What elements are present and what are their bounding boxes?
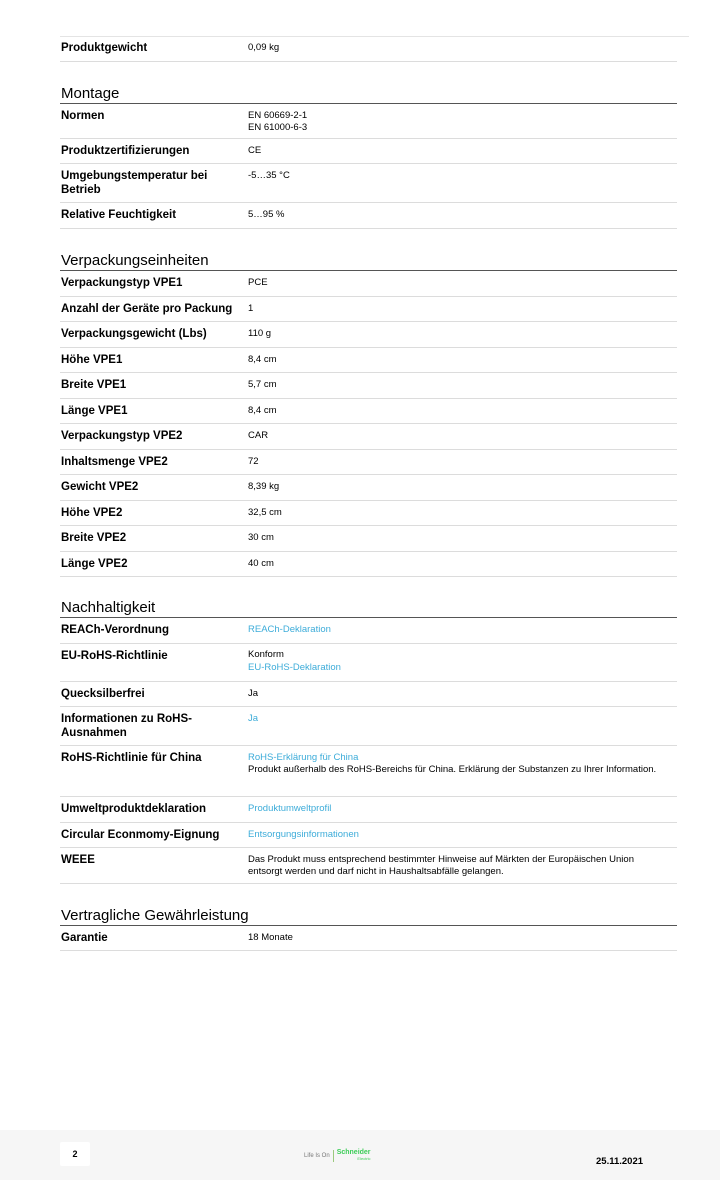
spec-value: -5…35 °C	[248, 170, 290, 181]
spec-label: WEEE	[61, 854, 95, 866]
logo-separator	[333, 1150, 334, 1162]
spec-label: Breite VPE2	[61, 532, 127, 544]
spec-label: Länge VPE1	[61, 404, 128, 417]
spec-label: REACh-Verordnung	[61, 624, 169, 636]
disposal-information-link[interactable]: Entsorgungsinformationen	[248, 829, 359, 840]
spec-value: EN 60669-2-1 EN 61000-6-3	[248, 110, 308, 133]
spec-label: Normen	[61, 110, 105, 122]
spec-label: Umweltproduktdeklaration	[61, 803, 207, 815]
spec-label: Verpackungstyp VPE1	[61, 277, 183, 289]
spec-label: Umgebungstemperatur bei Betrieb	[61, 170, 208, 196]
reach-declaration-link[interactable]: REACh-Deklaration	[248, 624, 331, 635]
spec-row-packaging	[60, 373, 677, 399]
spec-label: Garantie	[61, 932, 108, 944]
spec-value: 72	[248, 455, 259, 467]
spec-row-packaging	[60, 526, 677, 552]
spec-value: 5…95 %	[248, 209, 285, 220]
spec-value: CE	[248, 145, 262, 156]
spec-value: Das Produkt muss entsprechend bestimmter Hinweise auf Märkten der Europäischen Union entsorgt werden und darf nicht in Haushaltsabfälle gelangen.	[248, 854, 634, 877]
spec-row-relative-feuchtigkeit	[60, 203, 677, 229]
spec-label: Produktgewicht	[61, 42, 148, 54]
spec-label: Inhaltsmenge VPE2	[61, 455, 168, 468]
spec-row-rohs-china	[60, 746, 677, 797]
spec-row-rohs-ausnahmen	[60, 707, 677, 746]
spec-row-packaging	[60, 450, 677, 476]
spec-row-packaging	[60, 322, 677, 348]
section-title: Nachhaltigkeit	[61, 599, 156, 616]
spec-label: Produktzertifizierungen	[61, 145, 190, 157]
spec-value: 40 cm	[248, 557, 274, 569]
spec-label: Breite VPE1	[61, 379, 127, 391]
spec-value: Konform	[248, 649, 284, 660]
spec-value: 18 Monate	[248, 932, 293, 943]
spec-row-weee	[60, 848, 677, 884]
spec-row-produktgewicht	[60, 37, 677, 62]
spec-value: 5,7 cm	[248, 379, 277, 390]
spec-row-packaging	[60, 297, 677, 323]
product-environmental-profile-link[interactable]: Produktumweltprofil	[248, 803, 332, 814]
spec-value: 8,39 kg	[248, 481, 280, 492]
rohs-exemptions-link[interactable]: Ja	[248, 713, 259, 724]
spec-row-eu-rohs	[60, 644, 677, 682]
spec-label: Höhe VPE1	[61, 353, 123, 366]
print-date: 25.11.2021	[596, 1156, 644, 1167]
spec-row-reach	[60, 618, 677, 644]
section-nachhaltigkeit	[60, 594, 677, 618]
spec-row-packaging	[60, 475, 677, 501]
spec-row-circular-economy	[60, 823, 677, 848]
spec-value: 8,4 cm	[248, 353, 277, 365]
spec-label: Anzahl der Geräte pro Packung	[61, 302, 233, 315]
spec-value: Produkt außerhalb des RoHS-Bereichs für China. Erklärung der Substanzen zu Ihrer Information.	[248, 764, 657, 775]
spec-value: PCE	[248, 277, 268, 288]
spec-row-packaging	[60, 399, 677, 425]
spec-row-umweltproduktdeklaration	[60, 797, 677, 823]
section-montage	[60, 80, 677, 104]
spec-label: Verpackungsgewicht (Lbs)	[61, 328, 207, 340]
spec-label: Informationen zu RoHS-Ausnahmen	[61, 713, 192, 739]
spec-row-produktzertifizierungen	[60, 139, 677, 164]
schneider-electric-logo	[304, 1149, 371, 1163]
spec-row-garantie	[60, 926, 677, 951]
spec-row-packaging	[60, 348, 677, 374]
eu-rohs-declaration-link[interactable]: EU-RoHS-Deklaration	[248, 662, 341, 673]
spec-value: 8,4 cm	[248, 404, 277, 416]
spec-row-packaging	[60, 501, 677, 527]
spec-row-umgebungstemperatur	[60, 164, 677, 203]
section-title: Verpackungseinheiten	[61, 252, 209, 269]
page-footer	[0, 1130, 720, 1180]
page-number: 2	[60, 1142, 90, 1166]
spec-label: Verpackungstyp VPE2	[61, 430, 183, 442]
spec-label: RoHS-Richtlinie für China	[61, 752, 202, 764]
logo-tagline: Life Is On	[304, 1153, 330, 1159]
section-verpackungseinheiten	[60, 246, 677, 271]
spec-row-quecksilberfrei	[60, 682, 677, 707]
rohs-china-declaration-link[interactable]: RoHS-Erklärung für China	[248, 752, 359, 763]
section-gewaehrleistung	[60, 901, 677, 926]
spec-row-packaging	[60, 552, 677, 578]
spec-label: Relative Feuchtigkeit	[61, 209, 177, 221]
spec-label: Circular Econmomy-Eignung	[61, 829, 220, 841]
spec-value: 32,5 cm	[248, 506, 282, 518]
spec-row-packaging	[60, 271, 677, 297]
section-title: Vertragliche Gewährleistung	[61, 907, 249, 924]
spec-value: 0,09 kg	[248, 42, 280, 53]
spec-row-packaging	[60, 424, 677, 450]
spec-row-normen	[60, 104, 677, 139]
spec-label: Gewicht VPE2	[61, 481, 139, 493]
spec-label: EU-RoHS-Richtlinie	[61, 650, 168, 662]
spec-label: Quecksilberfrei	[61, 688, 145, 700]
section-title: Montage	[61, 85, 120, 102]
spec-value: Ja	[248, 688, 259, 699]
spec-label: Länge VPE2	[61, 557, 128, 570]
logo-brand: Schneider Electric	[336, 1149, 371, 1161]
spec-value: 1	[248, 302, 254, 314]
spec-value: CAR	[248, 430, 269, 441]
spec-value: 110 g	[248, 328, 272, 339]
spec-label: Höhe VPE2	[61, 506, 123, 519]
spec-value: 30 cm	[248, 532, 274, 543]
